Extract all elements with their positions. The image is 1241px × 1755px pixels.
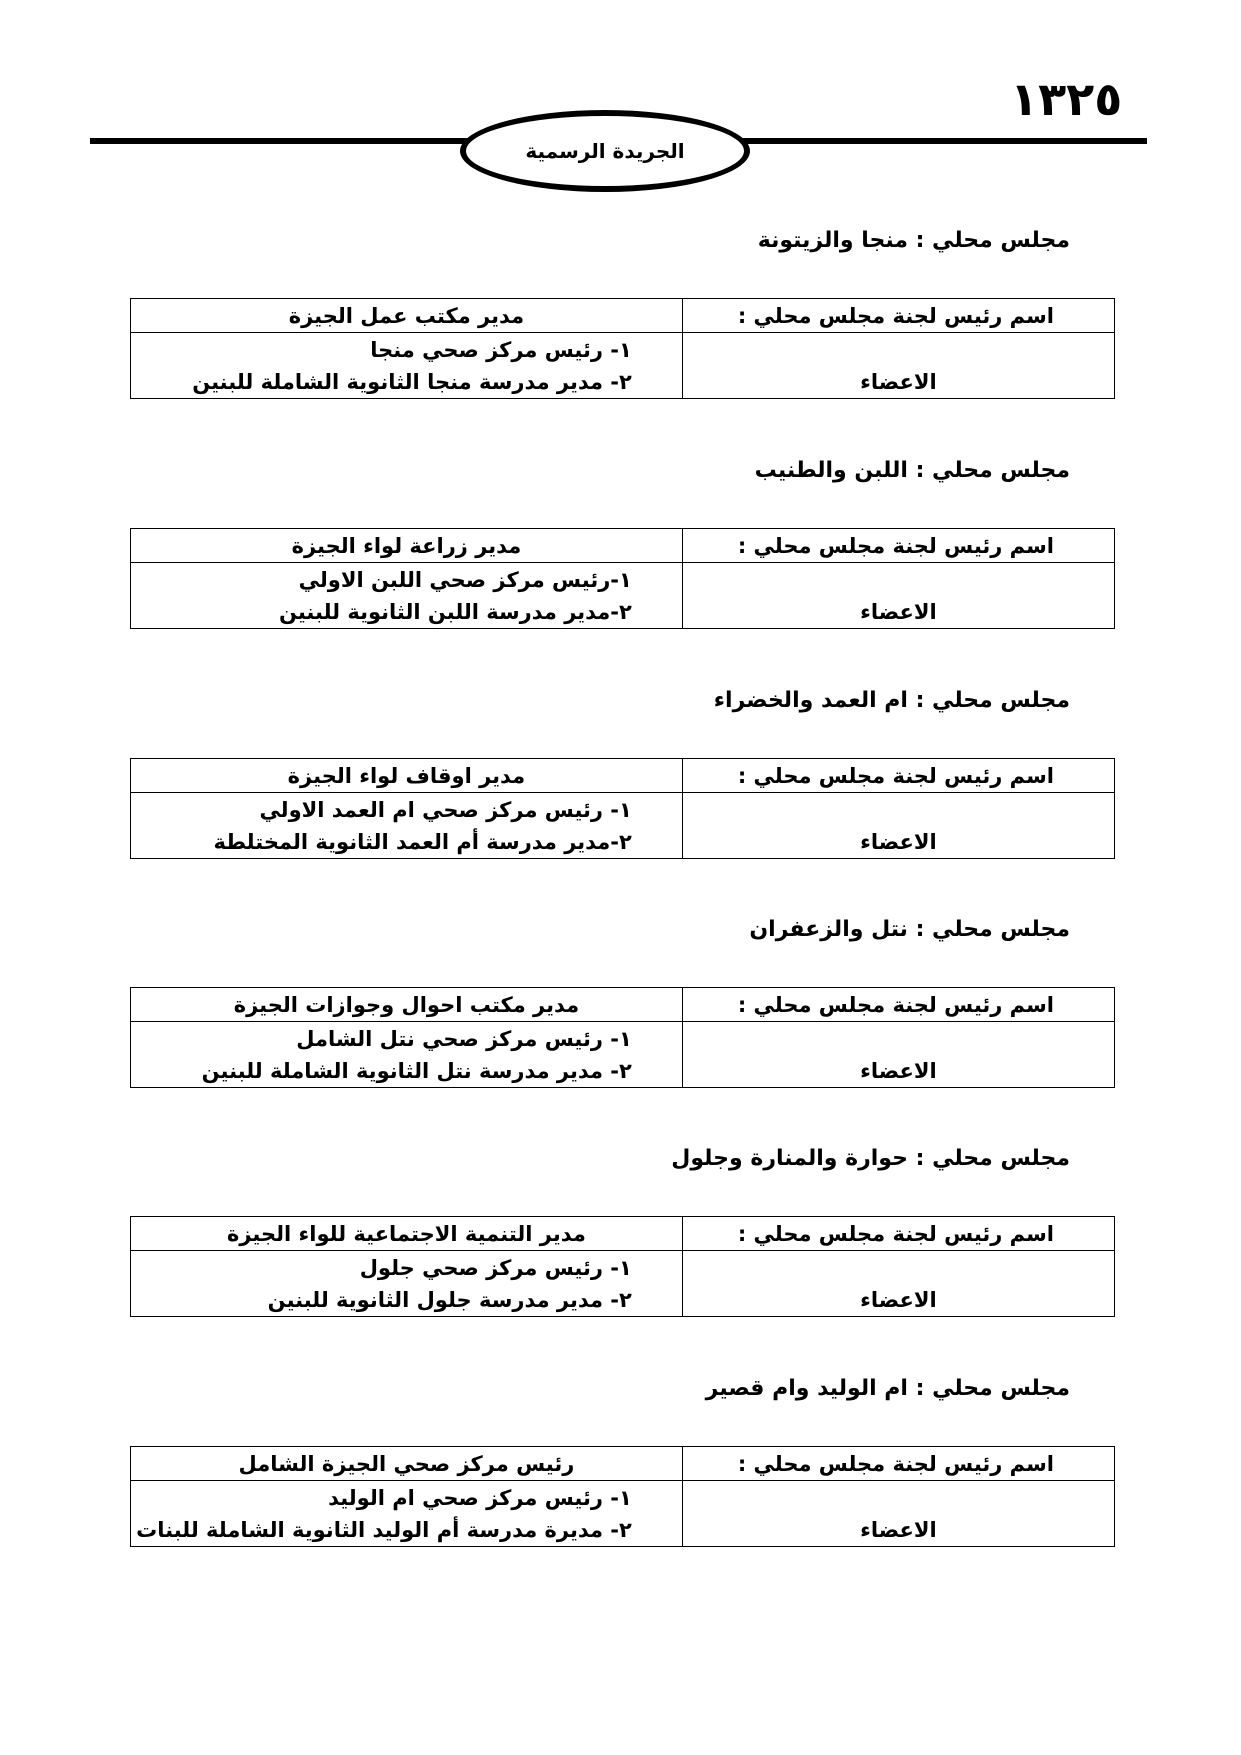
- chair-name: مدير اوقاف لواء الجيزة: [131, 759, 683, 793]
- member-item: ١-رئيس مركز صحي اللبن الاولي: [298, 567, 632, 592]
- chair-name: مدير مكتب عمل الجيزة: [131, 299, 683, 333]
- council-table: [130, 758, 1115, 859]
- members-label: الاعضاء: [682, 1251, 1114, 1317]
- member-item: ١- رئيس مركز صحي منجا: [370, 337, 632, 362]
- council-heading: مجلس محلي : نتل والزعفران: [749, 917, 1070, 942]
- council-table: [130, 1446, 1115, 1547]
- council-heading: مجلس محلي : منجا والزيتونة: [757, 228, 1070, 253]
- members-row: [131, 1022, 1115, 1088]
- chair-name: رئيس مركز صحي الجيزة الشامل: [131, 1447, 683, 1481]
- chair-name: مدير زراعة لواء الجيزة: [131, 529, 683, 563]
- chair-name: مدير التنمية الاجتماعية للواء الجيزة: [131, 1217, 683, 1251]
- member-item: ٢-مدير مدرسة أم العمد الثانوية المختلطة: [213, 829, 632, 854]
- members-label: الاعضاء: [682, 1481, 1114, 1547]
- members-row: [131, 563, 1115, 629]
- members-row: [131, 793, 1115, 859]
- members-list: [131, 1481, 683, 1547]
- chair-row: [131, 299, 1115, 333]
- members-list: [131, 563, 683, 629]
- member-item: ٢- مدير مدرسة جلول الثانوية للبنين: [267, 1287, 632, 1312]
- council-heading: مجلس محلي : حوارة والمنارة وجلول: [671, 1146, 1070, 1171]
- members-list: [131, 793, 683, 859]
- chair-row: [131, 988, 1115, 1022]
- members-label: الاعضاء: [682, 793, 1114, 859]
- council-heading: مجلس محلي : ام الوليد وام قصير: [705, 1376, 1070, 1401]
- council-table: [130, 1216, 1115, 1317]
- council-table: [130, 298, 1115, 399]
- gazette-title: الجريدة الرسمية: [525, 139, 685, 163]
- chair-label: اسم رئيس لجنة مجلس محلي :: [682, 1447, 1114, 1481]
- gazette-title-oval: [460, 110, 750, 192]
- chair-label: اسم رئيس لجنة مجلس محلي :: [682, 759, 1114, 793]
- members-row: [131, 1481, 1115, 1547]
- member-item: ٢- مدير مدرسة منجا الثانوية الشاملة للبنين: [192, 369, 632, 394]
- chair-label: اسم رئيس لجنة مجلس محلي :: [682, 1217, 1114, 1251]
- members-list: [131, 1251, 683, 1317]
- chair-row: [131, 1217, 1115, 1251]
- council-table: [130, 528, 1115, 629]
- council-table: [130, 987, 1115, 1088]
- member-item: ٢- مديرة مدرسة أم الوليد الثانوية الشاملة للبنات: [136, 1517, 632, 1542]
- member-item: ٢-مدير مدرسة اللبن الثانوية للبنين: [278, 599, 632, 624]
- member-item: ١- رئيس مركز صحي ام العمد الاولي: [259, 797, 632, 822]
- members-label: الاعضاء: [682, 1022, 1114, 1088]
- members-list: [131, 333, 683, 399]
- members-list: [131, 1022, 683, 1088]
- member-item: ١- رئيس مركز صحي نتل الشامل: [296, 1026, 632, 1051]
- members-label: الاعضاء: [682, 563, 1114, 629]
- members-row: [131, 1251, 1115, 1317]
- chair-row: [131, 529, 1115, 563]
- chair-row: [131, 759, 1115, 793]
- council-heading: مجلس محلي : اللبن والطنيب: [754, 458, 1070, 483]
- member-item: ٢- مدير مدرسة نتل الثانوية الشاملة للبنين: [201, 1058, 632, 1083]
- chair-row: [131, 1447, 1115, 1481]
- members-row: [131, 333, 1115, 399]
- page-number: ١٣٢٥: [1010, 72, 1123, 126]
- member-item: ١- رئيس مركز صحي جلول: [359, 1255, 632, 1280]
- chair-label: اسم رئيس لجنة مجلس محلي :: [682, 988, 1114, 1022]
- council-heading: مجلس محلي : ام العمد والخضراء: [713, 688, 1070, 713]
- chair-label: اسم رئيس لجنة مجلس محلي :: [682, 299, 1114, 333]
- chair-label: اسم رئيس لجنة مجلس محلي :: [682, 529, 1114, 563]
- member-item: ١- رئيس مركز صحي ام الوليد: [328, 1485, 632, 1510]
- chair-name: مدير مكتب احوال وجوازات الجيزة: [131, 988, 683, 1022]
- members-label: الاعضاء: [682, 333, 1114, 399]
